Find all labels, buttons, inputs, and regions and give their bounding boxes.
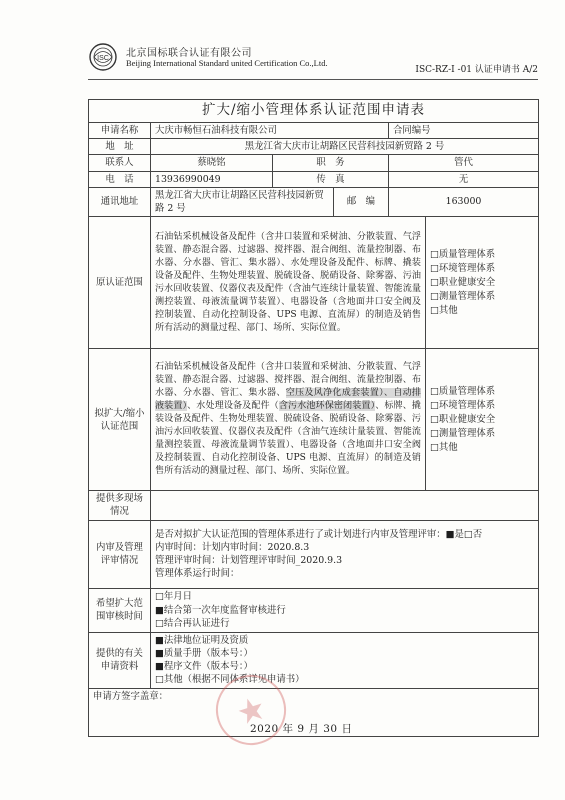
signature-label: 申请方签字盖章： (93, 690, 169, 702)
address-value: 黑龙江省大庆市让胡路区民营科技园新贸路 2 号 (151, 139, 539, 155)
multi-site-value (151, 491, 539, 520)
header-divider (88, 79, 538, 80)
phone-value: 13936990049 (151, 171, 273, 187)
system-option: □职业健康安全 (430, 276, 496, 288)
system-option: □测量管理体系 (430, 290, 496, 302)
management-review-time: 管理评审时间：计划管理评审时间_2020.9.3 (155, 555, 343, 567)
contact-label: 联系人 (89, 155, 151, 171)
system-option: □环境管理体系 (430, 399, 496, 411)
expand-system-list (426, 349, 539, 491)
expand-scope-text: 石油钻采机械设备及配件（含井口装置和采树油、分散装置、气浮装置、静态混合器、过滤器、搅拌器、混合阀组、流量控制器、布水器、分水器、管汇、集水器、空压及风净化成套装置）、自动排液装置）、水处理设备及配件（含污水池环保密闭装置）、标牌、撬装设备及配件、生物处理装置、脱硫设备、脱硝设备、除雾器、污油污水回收装置、仪器仪表及配件（含油气连续计量装置、智能流量测控装置、母液流量调节装置）、电器设备（含地面井口安全阀及控制装置、自动化控制设备、UPS 电源、直流屏）的制造及销售所有活动的测量过程、部门、场所、实际位置。 (151, 349, 426, 491)
document-option: ■质量手册（版本号：） (155, 647, 253, 659)
postcode-label: 邮 编 (334, 187, 389, 216)
mail-address-value: 黑龙江省大庆市让胡路区民营科技园新贸路 2 号 (151, 187, 334, 216)
expected-time-options (151, 588, 539, 632)
application-form-table (88, 99, 539, 737)
audit-details (151, 520, 539, 588)
form-title: 扩大/缩小管理体系认证范围申请表 (89, 100, 539, 123)
expand-scope-label: 拟扩大/缩小认证范围 (89, 349, 151, 491)
applicant-label: 申请名称 (89, 123, 151, 139)
phone-label: 电 话 (89, 171, 151, 187)
letterhead (88, 40, 538, 80)
company-logo-icon (88, 42, 118, 72)
svg-text:ISC: ISC (97, 55, 109, 62)
audit-label: 内审及管理评审情况 (89, 520, 151, 588)
original-scope-label: 原认证范围 (89, 217, 151, 349)
internal-audit-time: 内审时间：计划内审时间：2020.8.3 (155, 541, 310, 553)
position-value: 管代 (389, 155, 539, 171)
system-option: □测量管理体系 (430, 427, 496, 439)
multi-site-label: 提供多现场情况 (89, 491, 151, 520)
documents-label: 提供的有关申请资料 (89, 632, 151, 688)
system-option: □其他 (430, 441, 458, 453)
applicant-value: 大庆市畅恒石油科技有限公司 (151, 123, 389, 139)
company-name-cn: 北京国标联合认证有限公司 (126, 48, 252, 59)
fax-value: 无 (389, 171, 539, 187)
expected-time-label: 希望扩大范围审核时间 (89, 588, 151, 632)
original-system-list (426, 217, 539, 349)
postcode-value: 163000 (389, 187, 539, 216)
form-code: ISC-RZ-I -01 认证申请书 A/2 (415, 65, 538, 75)
original-scope-text: 石油钻采机械设备及配件（含井口装置和采树油、分散装置、气浮装置、静态混合器、过滤器、搅拌器、混合阀组、流量控制器、布水器、分水器、管汇、集水器）、水处理设备及配件、标牌、撬装设备及配件、生物处理装置、脱硫设备、脱硝设备、除雾器、污油污水回收装置、仪器仪表及配件（含油气连续计量装置、智能流量测控装置、母液流量调节装置）、电器设备（含地面井口安全阀及控制装置、自动化控制设备、UPS 电源、直流屏）的制造及销售所有活动的测量过程、部门、场所、实际位置。 (151, 217, 426, 349)
audit-question: 是否对拟扩大认证范围的管理体系进行了或计划进行内审及管理评审：■是□否 (155, 528, 483, 540)
system-option: □质量管理体系 (430, 385, 496, 397)
system-option: □其他 (430, 304, 458, 316)
fax-label: 传 真 (273, 171, 389, 187)
document-option: ■法律地位证明及资质 (155, 634, 249, 646)
contact-value: 蔡晓铭 (151, 155, 273, 171)
document-option: □其他（根据不同体系详见申请书） (155, 674, 305, 686)
document-option: ■程序文件（版本号：） (155, 661, 253, 673)
application-date: 2020 年 9 月 30 日 (250, 723, 353, 735)
system-runtime: 管理体系运行时间： (155, 568, 240, 580)
system-option: □职业健康安全 (430, 413, 496, 425)
expected-option: □年月日 (155, 591, 192, 603)
documents-list (151, 632, 539, 688)
company-name-en: Beijing International Standard united Certification Co.,Ltd. (126, 58, 328, 68)
address-label: 地 址 (89, 139, 151, 155)
expected-option: □结合再认证进行 (155, 617, 230, 629)
contract-label: 合同编号 (389, 123, 539, 139)
position-label: 职 务 (273, 155, 389, 171)
highlighted-addition: 含污水池环保密闭装置） (278, 401, 376, 412)
system-option: □质量管理体系 (430, 248, 496, 260)
system-option: □环境管理体系 (430, 262, 496, 274)
highlighted-addition: 空压及风净化成套装置）、自动排液装置） (155, 388, 421, 412)
mail-address-label: 通讯地址 (89, 187, 151, 216)
expected-option: ■结合第一次年度监督审核进行 (155, 604, 286, 616)
